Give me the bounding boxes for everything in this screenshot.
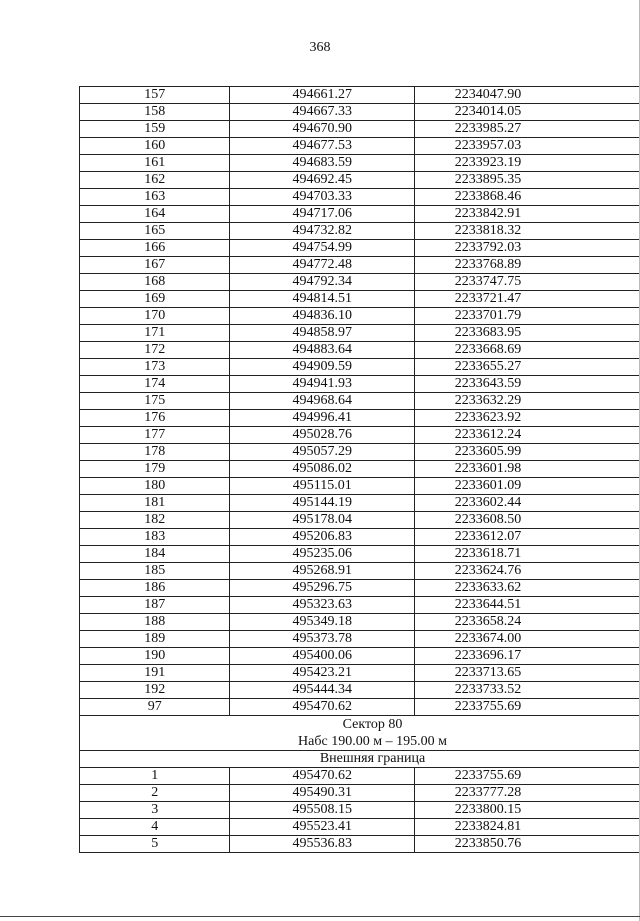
table-row bbox=[80, 206, 640, 223]
y-coordinate-cell bbox=[414, 563, 640, 580]
x-coordinate-cell: 495349.18 bbox=[230, 614, 415, 631]
table-row bbox=[80, 291, 640, 308]
point-number-cell: 162 bbox=[80, 172, 230, 189]
y-coordinate-cell bbox=[414, 495, 640, 512]
y-coordinate-cell bbox=[414, 444, 640, 461]
x-coordinate-cell: 495028.76 bbox=[230, 427, 415, 444]
x-coordinate-cell: 495178.04 bbox=[230, 512, 415, 529]
x-coordinate-cell: 495400.06 bbox=[230, 648, 415, 665]
y-coordinate-value: 2233655.27 bbox=[454, 359, 522, 374]
y-coordinate-value: 2233768.89 bbox=[454, 257, 522, 272]
point-number-cell: 1 bbox=[80, 768, 230, 785]
y-coordinate-value: 2233632.29 bbox=[454, 393, 522, 408]
y-coordinate-value: 2233701.79 bbox=[454, 308, 522, 323]
table-row bbox=[80, 546, 640, 563]
y-coordinate-cell bbox=[414, 546, 640, 563]
y-coordinate-cell bbox=[414, 206, 640, 223]
x-coordinate-cell: 494941.93 bbox=[230, 376, 415, 393]
y-coordinate-value: 2233733.52 bbox=[454, 682, 522, 697]
x-coordinate-cell: 494996.41 bbox=[230, 410, 415, 427]
x-coordinate-cell: 494909.59 bbox=[230, 359, 415, 376]
point-number-cell: 174 bbox=[80, 376, 230, 393]
y-coordinate-value: 2233755.69 bbox=[454, 699, 522, 714]
y-coordinate-value: 2233624.76 bbox=[454, 563, 522, 578]
point-number-cell: 191 bbox=[80, 665, 230, 682]
x-coordinate-cell: 495444.34 bbox=[230, 682, 415, 699]
y-coordinate-cell bbox=[414, 768, 640, 785]
y-coordinate-cell bbox=[414, 785, 640, 802]
point-number-cell: 170 bbox=[80, 308, 230, 325]
x-coordinate-cell: 495490.31 bbox=[230, 785, 415, 802]
point-number-cell: 3 bbox=[80, 802, 230, 819]
table-row bbox=[80, 768, 640, 785]
point-number-cell: 173 bbox=[80, 359, 230, 376]
y-coordinate-value: 2233985.27 bbox=[454, 121, 522, 136]
y-coordinate-value: 2233923.19 bbox=[454, 155, 522, 170]
table-row bbox=[80, 512, 640, 529]
x-coordinate-cell: 494670.90 bbox=[230, 121, 415, 138]
point-number-cell: 166 bbox=[80, 240, 230, 257]
table-row bbox=[80, 461, 640, 478]
point-number-cell: 180 bbox=[80, 478, 230, 495]
y-coordinate-cell bbox=[414, 631, 640, 648]
x-coordinate-cell: 495523.41 bbox=[230, 819, 415, 836]
table-body-lower bbox=[80, 768, 640, 853]
point-number-cell: 164 bbox=[80, 206, 230, 223]
x-coordinate-cell: 494683.59 bbox=[230, 155, 415, 172]
y-coordinate-value: 2233601.98 bbox=[454, 461, 522, 476]
table-row bbox=[80, 393, 640, 410]
x-coordinate-cell: 494717.06 bbox=[230, 206, 415, 223]
y-coordinate-value: 2233601.09 bbox=[454, 478, 522, 493]
point-number-cell: 97 bbox=[80, 699, 230, 716]
x-coordinate-cell: 494858.97 bbox=[230, 325, 415, 342]
point-number-cell: 184 bbox=[80, 546, 230, 563]
table-row bbox=[80, 308, 640, 325]
y-coordinate-cell bbox=[414, 393, 640, 410]
point-number-cell: 165 bbox=[80, 223, 230, 240]
point-number-cell: 157 bbox=[80, 87, 230, 104]
y-coordinate-value: 2233618.71 bbox=[454, 546, 522, 561]
point-number-cell: 161 bbox=[80, 155, 230, 172]
x-coordinate-cell: 495423.21 bbox=[230, 665, 415, 682]
table-row bbox=[80, 257, 640, 274]
table-row bbox=[80, 172, 640, 189]
x-coordinate-cell: 494703.33 bbox=[230, 189, 415, 206]
point-number-cell: 188 bbox=[80, 614, 230, 631]
point-number-cell: 4 bbox=[80, 819, 230, 836]
y-coordinate-value: 2233644.51 bbox=[454, 597, 522, 612]
table-row bbox=[80, 802, 640, 819]
x-coordinate-cell: 494661.27 bbox=[230, 87, 415, 104]
point-number-cell: 163 bbox=[80, 189, 230, 206]
sector-title-row bbox=[80, 716, 640, 751]
y-coordinate-cell bbox=[414, 512, 640, 529]
y-coordinate-cell bbox=[414, 682, 640, 699]
point-number-cell: 172 bbox=[80, 342, 230, 359]
y-coordinate-cell bbox=[414, 410, 640, 427]
y-coordinate-value: 2233800.15 bbox=[454, 802, 522, 817]
x-coordinate-cell: 494732.82 bbox=[230, 223, 415, 240]
sector-header bbox=[80, 716, 640, 768]
y-coordinate-cell bbox=[414, 836, 640, 853]
x-coordinate-cell: 494667.33 bbox=[230, 104, 415, 121]
table-row bbox=[80, 138, 640, 155]
point-number-cell: 186 bbox=[80, 580, 230, 597]
coordinates-table bbox=[79, 86, 640, 853]
x-coordinate-cell: 494814.51 bbox=[230, 291, 415, 308]
y-coordinate-value: 2233643.59 bbox=[454, 376, 522, 391]
table-row bbox=[80, 325, 640, 342]
table-row bbox=[80, 410, 640, 427]
y-coordinate-value: 2233747.75 bbox=[454, 274, 522, 289]
x-coordinate-cell: 495086.02 bbox=[230, 461, 415, 478]
table-row bbox=[80, 495, 640, 512]
boundary-row bbox=[80, 751, 640, 768]
x-coordinate-cell: 494792.34 bbox=[230, 274, 415, 291]
y-coordinate-cell bbox=[414, 121, 640, 138]
table-row bbox=[80, 699, 640, 716]
table-row bbox=[80, 631, 640, 648]
point-number-cell: 160 bbox=[80, 138, 230, 155]
point-number-cell: 178 bbox=[80, 444, 230, 461]
y-coordinate-cell bbox=[414, 376, 640, 393]
table-row bbox=[80, 240, 640, 257]
x-coordinate-cell: 495235.06 bbox=[230, 546, 415, 563]
page-number: 368 bbox=[309, 40, 331, 55]
point-number-cell: 5 bbox=[80, 836, 230, 853]
y-coordinate-value: 2233868.46 bbox=[454, 189, 522, 204]
y-coordinate-value: 2233755.69 bbox=[454, 768, 522, 783]
table-row bbox=[80, 223, 640, 240]
x-coordinate-cell: 494754.99 bbox=[230, 240, 415, 257]
point-number-cell: 177 bbox=[80, 427, 230, 444]
table-row bbox=[80, 427, 640, 444]
y-coordinate-value: 2233633.62 bbox=[454, 580, 522, 595]
x-coordinate-cell: 495508.15 bbox=[230, 802, 415, 819]
y-coordinate-cell bbox=[414, 819, 640, 836]
table-body-upper bbox=[80, 87, 640, 716]
y-coordinate-cell bbox=[414, 648, 640, 665]
y-coordinate-value: 2233957.03 bbox=[454, 138, 522, 153]
point-number-cell: 158 bbox=[80, 104, 230, 121]
x-coordinate-cell: 495057.29 bbox=[230, 444, 415, 461]
y-coordinate-value: 2233612.24 bbox=[454, 427, 522, 442]
x-coordinate-cell: 494883.64 bbox=[230, 342, 415, 359]
y-coordinate-value: 2233608.50 bbox=[454, 512, 522, 527]
y-coordinate-value: 2233895.35 bbox=[454, 172, 522, 187]
y-coordinate-value: 2233623.92 bbox=[454, 410, 522, 425]
point-number-cell: 179 bbox=[80, 461, 230, 478]
y-coordinate-cell bbox=[414, 189, 640, 206]
point-number-cell: 181 bbox=[80, 495, 230, 512]
x-coordinate-cell: 495470.62 bbox=[230, 699, 415, 716]
point-number-cell: 187 bbox=[80, 597, 230, 614]
y-coordinate-value: 2233824.81 bbox=[454, 819, 522, 834]
table-row bbox=[80, 580, 640, 597]
point-number-cell: 169 bbox=[80, 291, 230, 308]
table-row bbox=[80, 87, 640, 104]
y-coordinate-value: 2233842.91 bbox=[454, 206, 522, 221]
y-coordinate-value: 2233696.17 bbox=[454, 648, 522, 663]
table-row bbox=[80, 342, 640, 359]
y-coordinate-cell bbox=[414, 665, 640, 682]
table-row bbox=[80, 376, 640, 393]
y-coordinate-cell bbox=[414, 274, 640, 291]
table-row bbox=[80, 121, 640, 138]
x-coordinate-cell: 495206.83 bbox=[230, 529, 415, 546]
y-coordinate-value: 2233721.47 bbox=[454, 291, 522, 306]
point-number-cell: 189 bbox=[80, 631, 230, 648]
x-coordinate-cell: 495115.01 bbox=[230, 478, 415, 495]
y-coordinate-cell bbox=[414, 478, 640, 495]
point-number-cell: 176 bbox=[80, 410, 230, 427]
y-coordinate-cell bbox=[414, 580, 640, 597]
y-coordinate-cell bbox=[414, 802, 640, 819]
y-coordinate-value: 2233792.03 bbox=[454, 240, 522, 255]
table-row bbox=[80, 478, 640, 495]
y-coordinate-cell bbox=[414, 240, 640, 257]
table-row bbox=[80, 614, 640, 631]
table-row bbox=[80, 597, 640, 614]
sector-title: Сектор 80 bbox=[342, 717, 403, 732]
y-coordinate-value: 2233674.00 bbox=[454, 631, 522, 646]
x-coordinate-cell: 494677.53 bbox=[230, 138, 415, 155]
y-coordinate-cell bbox=[414, 614, 640, 631]
y-coordinate-value: 2234014.05 bbox=[454, 104, 522, 119]
sector-height-range: Набс 190.00 м – 195.00 м bbox=[298, 734, 447, 749]
table-row bbox=[80, 274, 640, 291]
x-coordinate-cell: 495373.78 bbox=[230, 631, 415, 648]
page-bottom-edge bbox=[0, 916, 640, 917]
x-coordinate-cell: 495470.62 bbox=[230, 768, 415, 785]
table-row bbox=[80, 104, 640, 121]
y-coordinate-cell bbox=[414, 308, 640, 325]
point-number-cell: 192 bbox=[80, 682, 230, 699]
x-coordinate-cell: 495323.63 bbox=[230, 597, 415, 614]
y-coordinate-value: 2233668.69 bbox=[454, 342, 522, 357]
y-coordinate-cell bbox=[414, 461, 640, 478]
table-row bbox=[80, 785, 640, 802]
y-coordinate-cell bbox=[414, 223, 640, 240]
table-row bbox=[80, 444, 640, 461]
y-coordinate-value: 2234047.90 bbox=[454, 87, 522, 102]
y-coordinate-value: 2233850.76 bbox=[454, 836, 522, 851]
x-coordinate-cell: 495144.19 bbox=[230, 495, 415, 512]
y-coordinate-value: 2233818.32 bbox=[454, 223, 522, 238]
y-coordinate-cell bbox=[414, 699, 640, 716]
y-coordinate-cell bbox=[414, 529, 640, 546]
point-number-cell: 190 bbox=[80, 648, 230, 665]
y-coordinate-cell bbox=[414, 359, 640, 376]
x-coordinate-cell: 494968.64 bbox=[230, 393, 415, 410]
table-row bbox=[80, 189, 640, 206]
y-coordinate-cell bbox=[414, 104, 640, 121]
x-coordinate-cell: 495536.83 bbox=[230, 836, 415, 853]
y-coordinate-cell bbox=[414, 87, 640, 104]
y-coordinate-cell bbox=[414, 172, 640, 189]
point-number-cell: 2 bbox=[80, 785, 230, 802]
table-row bbox=[80, 648, 640, 665]
x-coordinate-cell: 495296.75 bbox=[230, 580, 415, 597]
point-number-cell: 175 bbox=[80, 393, 230, 410]
x-coordinate-cell: 494836.10 bbox=[230, 308, 415, 325]
point-number-cell: 167 bbox=[80, 257, 230, 274]
x-coordinate-cell: 495268.91 bbox=[230, 563, 415, 580]
y-coordinate-cell bbox=[414, 597, 640, 614]
point-number-cell: 159 bbox=[80, 121, 230, 138]
table-row bbox=[80, 819, 640, 836]
y-coordinate-value: 2233612.07 bbox=[454, 529, 522, 544]
y-coordinate-cell bbox=[414, 342, 640, 359]
point-number-cell: 185 bbox=[80, 563, 230, 580]
table-row bbox=[80, 359, 640, 376]
x-coordinate-cell: 494692.45 bbox=[230, 172, 415, 189]
x-coordinate-cell: 494772.48 bbox=[230, 257, 415, 274]
point-number-cell: 182 bbox=[80, 512, 230, 529]
y-coordinate-cell bbox=[414, 291, 640, 308]
table-row bbox=[80, 682, 640, 699]
y-coordinate-value: 2233605.99 bbox=[454, 444, 522, 459]
table-row bbox=[80, 155, 640, 172]
point-number-cell: 168 bbox=[80, 274, 230, 291]
y-coordinate-value: 2233713.65 bbox=[454, 665, 522, 680]
sector-title-cell bbox=[80, 716, 640, 751]
table-row bbox=[80, 836, 640, 853]
y-coordinate-cell bbox=[414, 138, 640, 155]
table-row bbox=[80, 529, 640, 546]
boundary-label: Внешняя граница bbox=[80, 751, 640, 768]
point-number-cell: 171 bbox=[80, 325, 230, 342]
y-coordinate-cell bbox=[414, 325, 640, 342]
y-coordinate-cell bbox=[414, 155, 640, 172]
y-coordinate-value: 2233658.24 bbox=[454, 614, 522, 629]
y-coordinate-value: 2233602.44 bbox=[454, 495, 522, 510]
table-row bbox=[80, 563, 640, 580]
y-coordinate-cell bbox=[414, 427, 640, 444]
y-coordinate-value: 2233683.95 bbox=[454, 325, 522, 340]
table-row bbox=[80, 665, 640, 682]
point-number-cell: 183 bbox=[80, 529, 230, 546]
y-coordinate-value: 2233777.28 bbox=[454, 785, 522, 800]
y-coordinate-cell bbox=[414, 257, 640, 274]
